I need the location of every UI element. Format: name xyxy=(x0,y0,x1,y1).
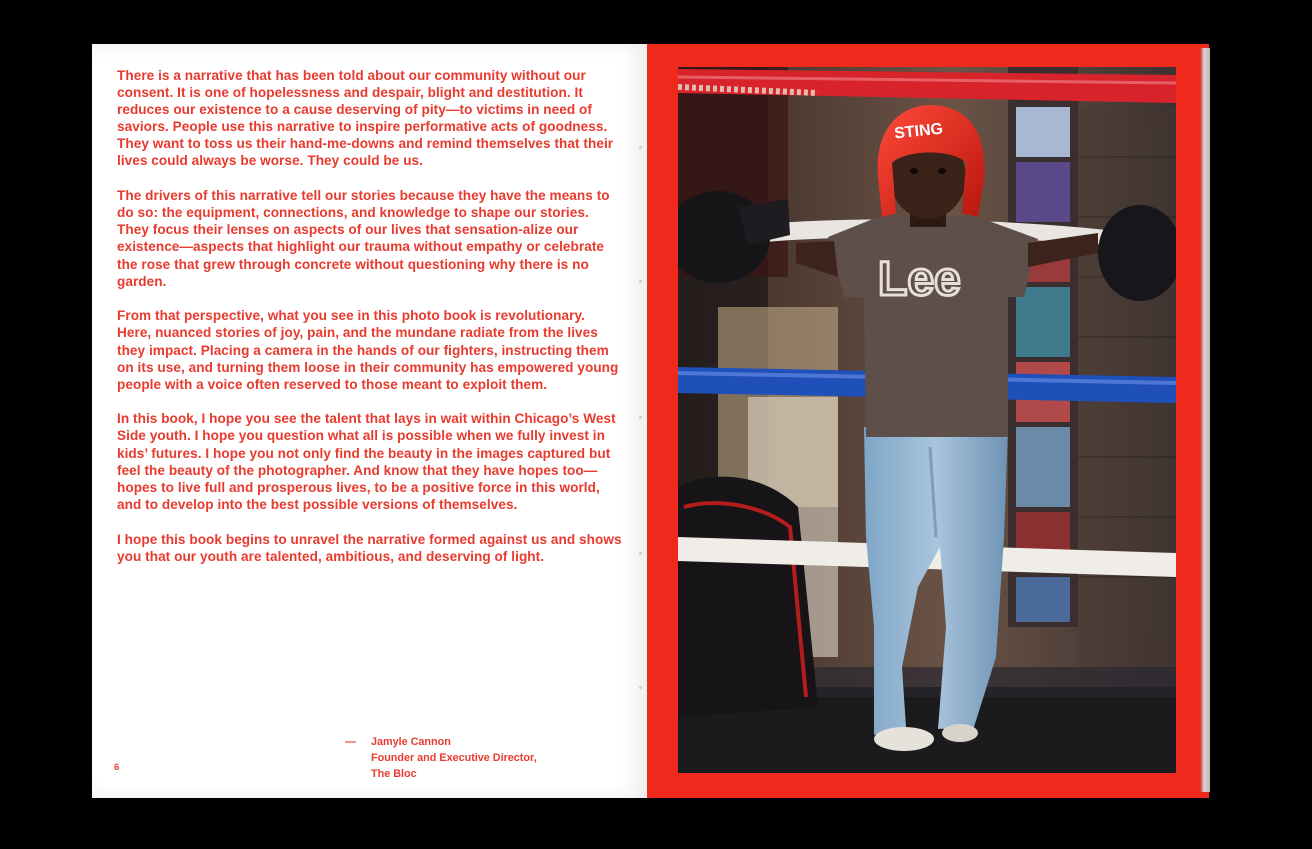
boxer-illustration xyxy=(678,67,1176,773)
sock-right xyxy=(942,724,978,742)
paragraph-4: In this book, I hope you see the talent that lays in wait within Chicago’s West Side youth. I hope you question what all is possible when we fully invest in kids’ futures. I hope you not only find the beauty in the images captured but feel the beauty of the photographer. And know that they have hopes too—hopes to live full and prosperous lives, to be a positive force in this world, and to develop into the best possible versions of themselves. xyxy=(117,411,616,512)
page-number: 6 xyxy=(114,762,120,773)
stained-glass-window xyxy=(1008,67,1078,627)
shirt-logo: Lee xyxy=(878,253,961,306)
headgear-brand: STING xyxy=(893,120,944,143)
essay-text xyxy=(117,67,622,582)
author-organization: The Bloc xyxy=(371,768,417,780)
binding-stitch xyxy=(639,280,642,283)
sock-left xyxy=(874,727,934,751)
binding-stitch xyxy=(639,416,642,419)
author-title: Founder and Executive Director, xyxy=(371,752,537,764)
binding-stitch xyxy=(639,552,642,555)
paragraph-5: I hope this book begins to unravel the narrative formed against us and shows you that our youth are talented, ambitious, and deserving of light. xyxy=(117,531,622,564)
binding-stitch xyxy=(639,146,642,149)
author-name: Jamyle Cannon xyxy=(371,736,451,748)
page-edges xyxy=(1200,48,1210,792)
boxer-photo xyxy=(678,67,1176,773)
right-page xyxy=(647,44,1209,798)
binding-stitch xyxy=(639,686,642,689)
paragraph-1: There is a narrative that has been told about our community without our consent. It is one of hopelessness and despair, blight and destitution. It reduces our existence to a cause deserving of pity—to victims in need of saviors. People use this narrative to inspire performative acts of goodness. They want to toss us their hand-me-downs and remind themselves that their lives could always be worse. They could be us. xyxy=(117,68,614,169)
left-page xyxy=(92,44,647,798)
paragraph-2: The drivers of this narrative tell our stories because they have the means to do so: the equipment, connections, and knowledge to shape our stories. They focus their lenses on aspects of our lives that sensation-alize our existence—aspects that highlight our trauma without empathy or celebrate the rose that grew through concrete without questioning why there is no garden. xyxy=(117,188,610,289)
paragraph-3: From that perspective, what you see in this photo book is revolutionary. Here, nuanced stories of joy, pain, and the mundane radiate from the lives they impact. Placing a camera in the hands of our fighters, instructing them on its use, and turning them loose in their community has empowered young people with a voice often reserved to those meant to exploit them. xyxy=(117,308,619,392)
signature-dash: — xyxy=(345,736,356,748)
